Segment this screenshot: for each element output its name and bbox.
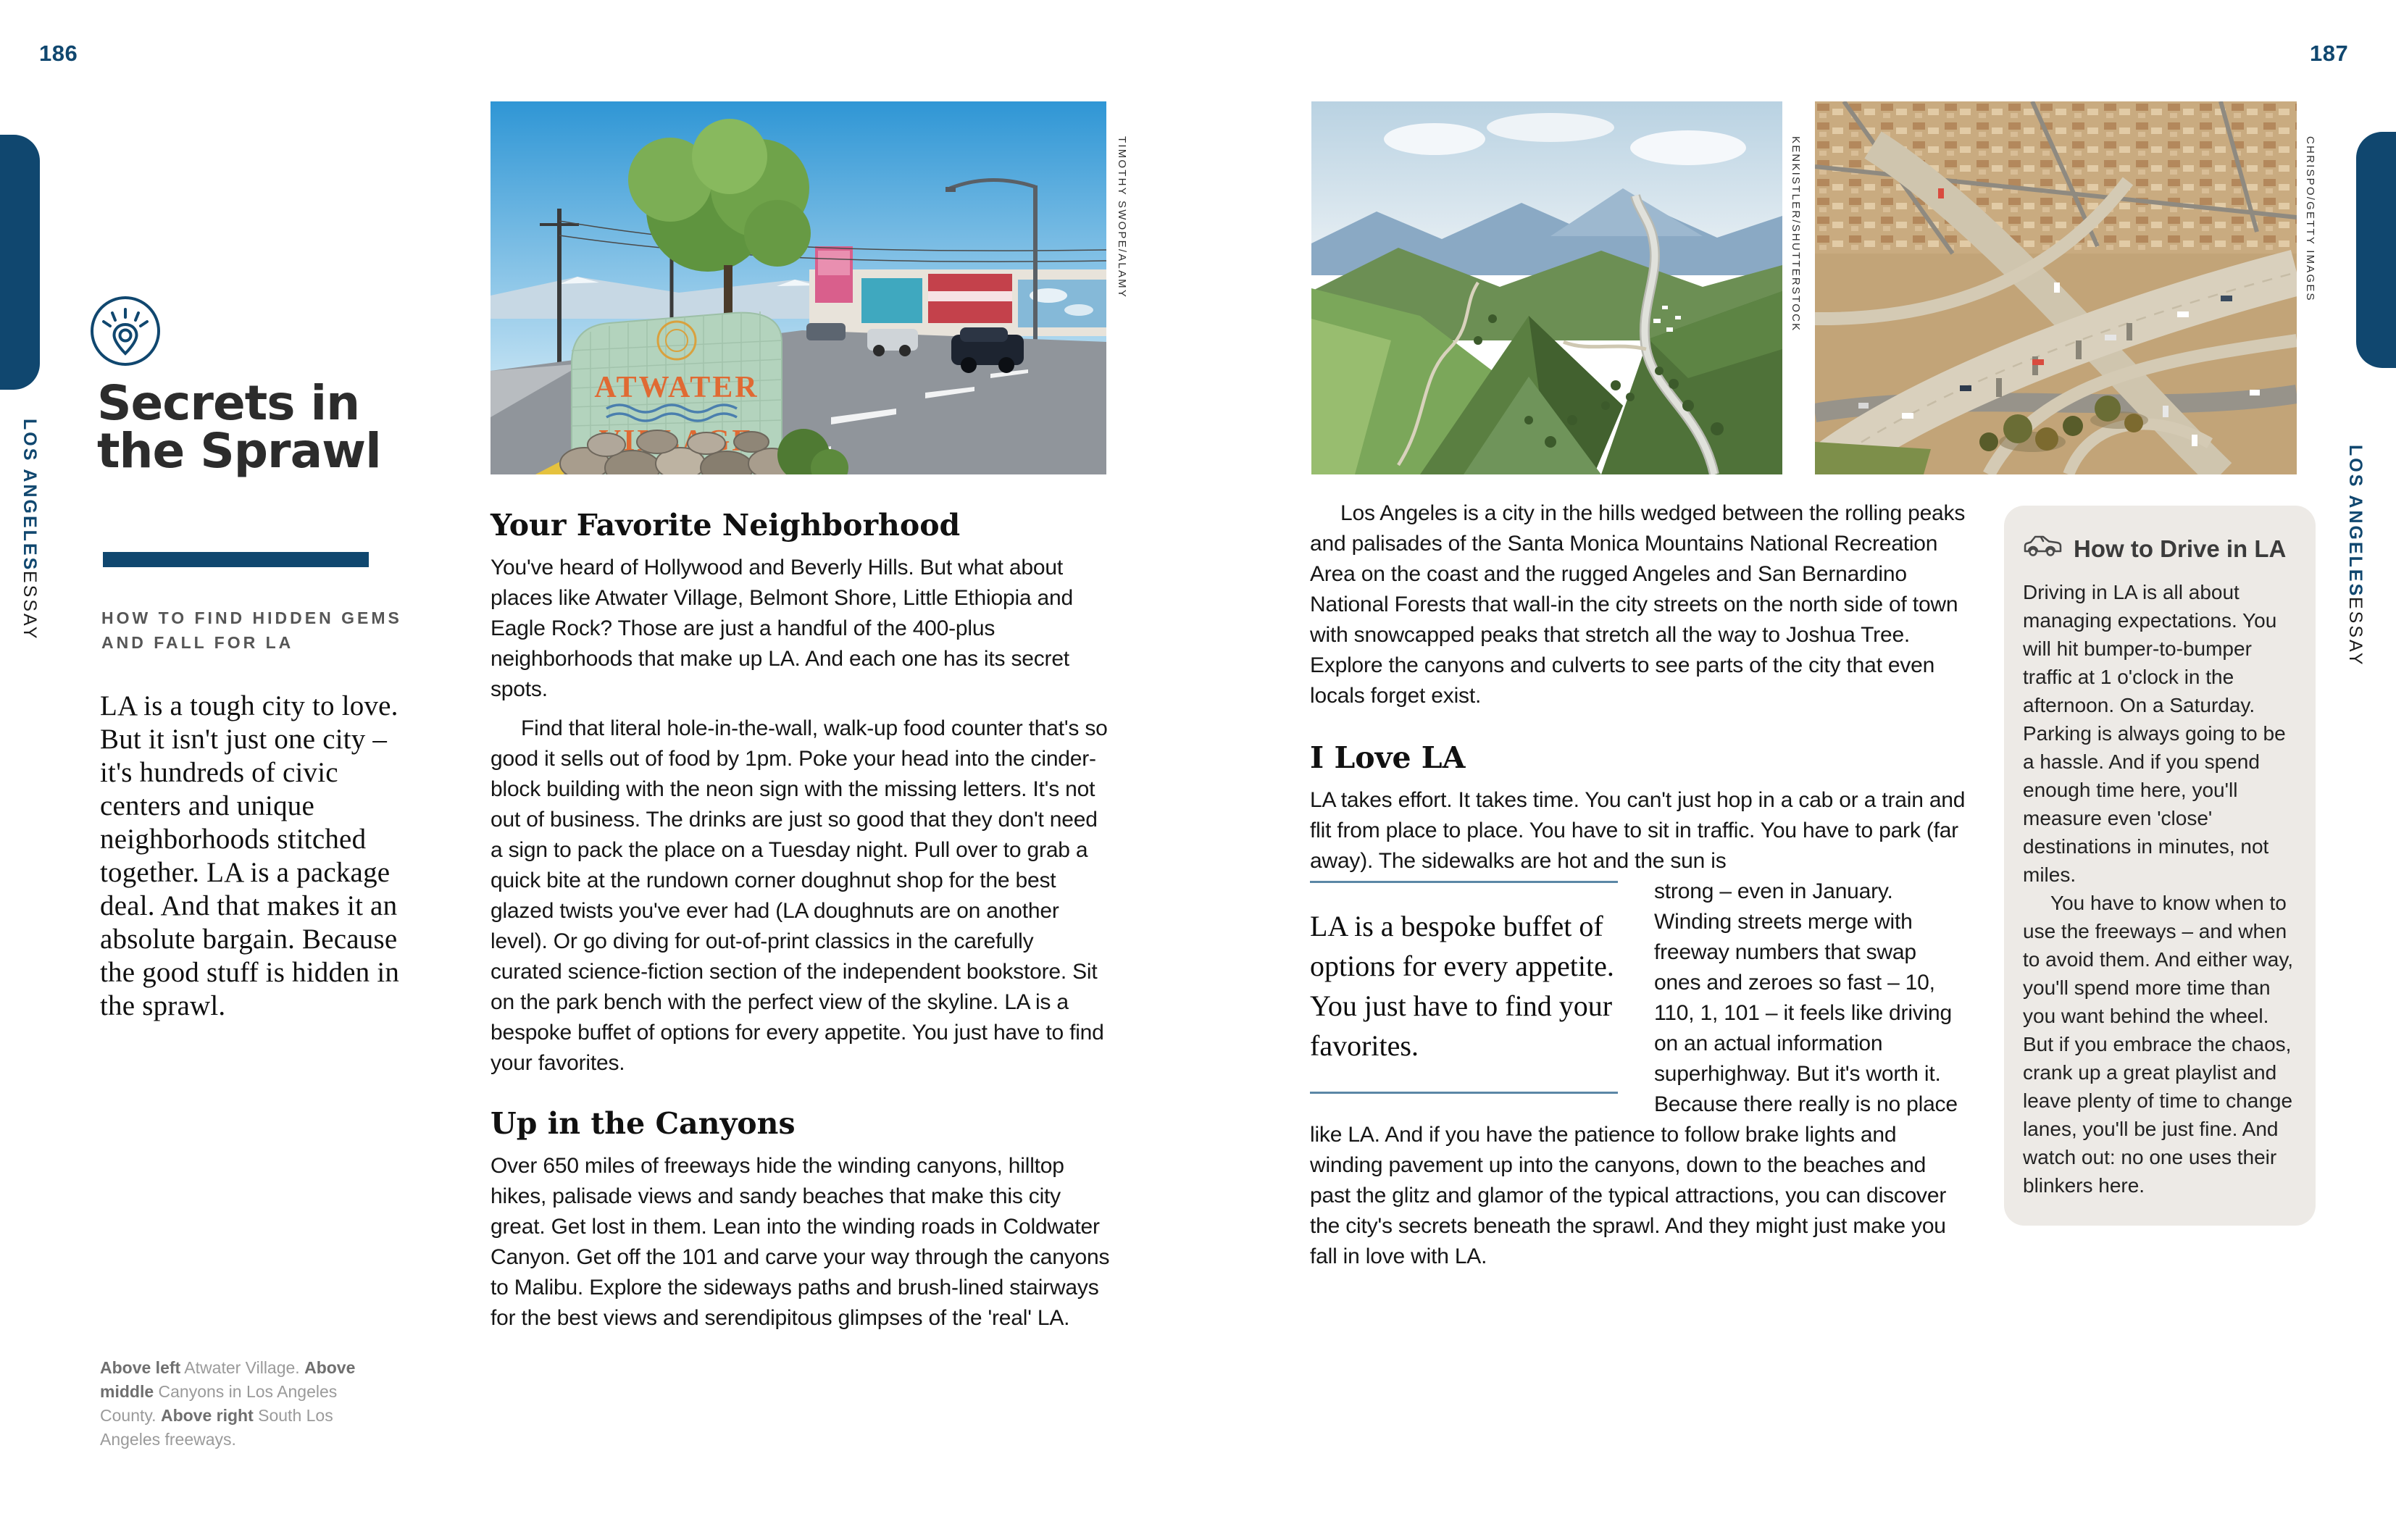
photo-canyons	[1311, 101, 1782, 474]
page-number-right: 187	[2310, 41, 2349, 66]
i-love-la-wrap-flow	[1310, 876, 1966, 1272]
section-heading-up-in-the-canyons: Up in the Canyons	[491, 1106, 796, 1141]
chapter-edge-tab-right	[2356, 132, 2396, 368]
photo-caption	[100, 1356, 379, 1452]
caption-text-middle: Canyons in Los Angeles County.	[100, 1382, 338, 1425]
sidebar-paragraph-2: You have to know when to use the freeways – and when to avoid them. And either way, you'll spend more time than you want behind the wheel. But if you embrace the chaos, crank up a great playlist and leave plenty of time to change lanes, you'll be just fine. And watch out: no one uses their blinkers here.	[2023, 892, 2294, 1197]
chapter-edge-tab-left	[0, 135, 40, 390]
hidden-gems-pin-icon	[88, 294, 162, 368]
rail-region-left: LOS ANGELES	[20, 419, 40, 572]
caption-text-right: South Los Angeles freeways.	[100, 1406, 333, 1449]
how-to-drive-sidebar	[2004, 506, 2316, 1226]
essay-title	[97, 375, 546, 479]
photo-atwater-village	[491, 101, 1106, 474]
essay-intro: LA is a tough city to love. But it isn't just one city – it's hundreds of civic centers and unique neighborhoods stitched together. LA is a package deal. And that makes it an absolute bargain. Because the good stuff is hidden in the sprawl.	[100, 690, 400, 1021]
caption-label-middle: Above middle	[100, 1358, 356, 1401]
essay-title-line1: Secrets in	[97, 375, 360, 431]
section-heading-i-love-la: I Love LA	[1310, 740, 1466, 775]
page-number-left: 186	[39, 41, 78, 66]
pull-quote: LA is a bespoke buffet of options for every appetite. You just have to find your favorites.	[1310, 881, 1618, 1094]
rail-region-right: LOS ANGELES	[2345, 445, 2366, 598]
title-underline-bar	[103, 552, 369, 567]
essay-title-line2: the Sprawl	[97, 423, 381, 479]
photo-freeways	[1815, 101, 2297, 474]
favorite-neighborhood-paragraph-1: You've heard of Hollywood and Beverly Hills. But what about places like Atwater Village, Belmont Shore, Little Ethiopia and Eagle Rock? Those are just a handful of the 400-plus neighborhoods that make up LA. And each one has its secret spots.	[491, 556, 1073, 701]
photo-credit-left: TIMOTHY SWOPE/ALAMY	[1116, 136, 1128, 299]
left-article-column	[491, 509, 1110, 1334]
caption-label-right: Above right	[160, 1406, 254, 1425]
svg-text:ATWATER: ATWATER	[594, 371, 759, 404]
favorite-neighborhood-paragraph-2: Find that literal hole-in-the-wall, walk-up food counter that's so good it sells out of food by 1pm. Poke your head into the cinder-block building with the neon sign with the missing letters. It's not out of business. The drinks are just so good that they don't need a sign to pack the place on a Tuesday night. Pull over to grab a quick bite at the rundown corner doughnut shop for the best glazed twists you've ever had (LA doughnuts are on another level). Or go diving for out-of-print classics in the carefully curated science-fiction section of the independent bookstore. Sit on the park bench with the perfect view of the skyline. LA is a bespoke buffet of options for every appetite. You just have to find your favorites.	[491, 716, 1108, 1075]
right-article-column	[1310, 498, 1966, 1272]
sidebar-title: How to Drive in LA	[2074, 535, 2287, 562]
sidebar-paragraph-1: Driving in LA is all about managing expectations. You will hit bumper-to-bumper traffic at 1 o'clock in the afternoon. On a Saturday. Parking is always going to be a hassle. And if you spend enough time here, you'll measure even 'close' destinations in minutes, not miles.	[2023, 581, 2286, 886]
i-love-la-paragraph-2: strong – even in January. Winding streets merge with freeway numbers that swap ones and zeroes so fast – 10, 110, 1, 101 – it feels like driving on an actual information superhighway. But it's worth it. Because there really is no place like LA. And if you have the patience to follow brake lights and winding pavement up into the canyons, down to the beaches and past the glitz and glamor of the typical attractions, you can discover the city's secrets beneath the sprawl. And they might just make you fall in love with LA.	[1310, 879, 1958, 1268]
rail-section-left: ESSAY	[20, 571, 40, 641]
i-love-la-paragraph-1: LA takes effort. It takes time. You can't just hop in a cab or a train and flit from place to place. You have to sit in traffic. You have to park (far away). The sidewalks are hot and the sun is	[1310, 788, 1966, 873]
section-heading-favorite-neighborhood: Your Favorite Neighborhood	[491, 508, 961, 543]
caption-label-left: Above left	[100, 1358, 181, 1377]
photo-credit-right: CHRISPO/GETTY IMAGES	[2304, 136, 2316, 302]
essay-kicker: HOW TO FIND HIDDEN GEMS AND FALL FOR LA	[101, 608, 402, 652]
photo-credit-middle: KENKISTLER/SHUTTERSTOCK	[1790, 136, 1802, 332]
rail-section-right: ESSAY	[2345, 597, 2366, 667]
hills-paragraph: Los Angeles is a city in the hills wedged between the rolling peaks and palisades of the Santa Monica Mountains National Recreation Area on the coast and the rugged Angeles and San Bernardino National Forests that wall-in the city streets on the north side of town with snowcapped peaks that stretch all the way to Joshua Tree. Explore the canyons and culverts to see parts of the city that even locals forget exist.	[1310, 501, 1966, 708]
canyons-paragraph: Over 650 miles of freeways hide the winding canyons, hilltop hikes, palisade views and sandy beaches that make this city great. Get lost in them. Lean into the winding roads in Coldwater Canyon. Get off the 101 and carve your way through the canyons to Malibu. Explore the sideways paths and brush-lined stairways for the best views and serendipitous glimpses of the 'real' LA.	[491, 1154, 1110, 1330]
sidebar-title-row	[2023, 535, 2295, 564]
car-icon	[2023, 535, 2063, 564]
caption-text-left: Atwater Village.	[180, 1358, 305, 1377]
